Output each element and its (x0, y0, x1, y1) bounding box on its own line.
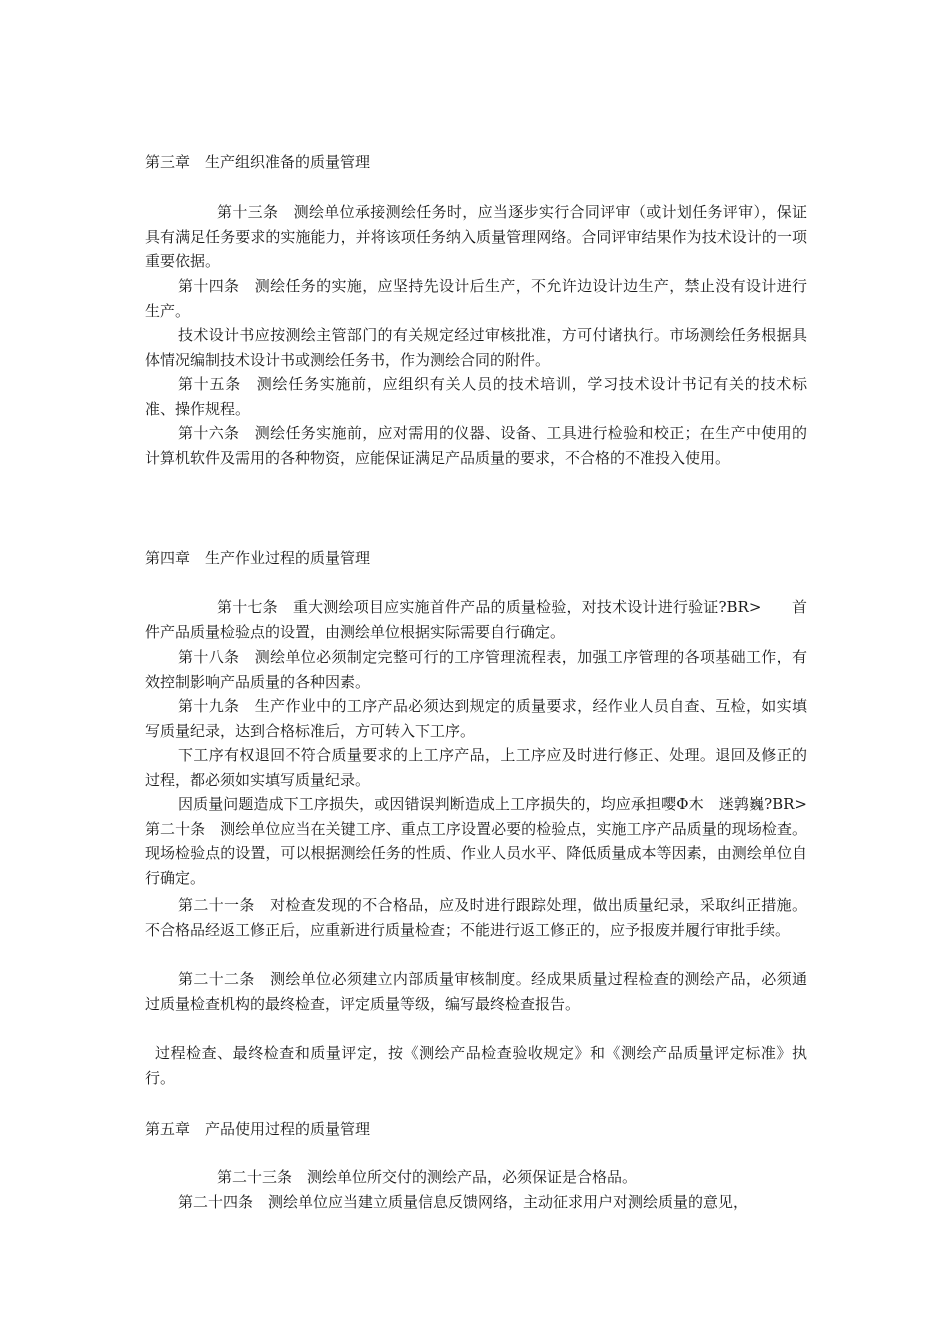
chapter-3-heading: 第三章 生产组织准备的质量管理 (145, 153, 371, 171)
chapter-5-heading: 第五章 产品使用过程的质量管理 (145, 1120, 371, 1138)
article-21: 第二十一条 对检查发现的不合格品，应及时进行跟踪处理，做出质量纪录，采取纠正措施。不合格品经返工修正后，应重新进行质量检查；不能进行返工修正的，应予报废并履行审批手续。 (145, 896, 807, 939)
article-19-paragraph-2: 下工序有权退回不符合质量要求的上工序产品，上工序应及时进行修正、处理。退回及修正的过程，都必须如实填写质量纪录。 (145, 746, 807, 789)
article-19-paragraph-3: 因质量问题造成下工序损失，或因错误判断造成上工序损失的，均应承担嘤Φ木 迷鹑巍?BR> 第二十条 测绘单位应当在关键工序、重点工序设置必要的检验点，实施工序产品质量的现场检查。现场检验点的设置，可以根据测绘任务的性质、作业人员水平、降低质量成本等因素，由测绘单位自行确定。 (145, 795, 838, 887)
article-14: 第十四条 测绘任务的实施，应坚持先设计后生产，不允许边设计边生产，禁止没有设计进行生产。 (145, 277, 807, 320)
article-17: 第十七条 重大测绘项目应实施首件产品的质量检验，对技术设计进行验证?BR> 首件产品质量检验点的设置，由测绘单位根据实际需要自行确定。 (145, 598, 807, 641)
article-19: 第十九条 生产作业中的工序产品必须达到规定的质量要求，经作业人员自查、互检，如实填写质量纪录，达到合格标准后，方可转入下工序。 (145, 697, 807, 740)
article-13: 第十三条 测绘单位承接测绘任务时，应当逐步实行合同评审（或计划任务评审），保证具有满足任务要求的实施能力，并将该项任务纳入质量管理网络。合同评审结果作为技术设计的一项重要依据。 (145, 203, 807, 270)
article-24: 第二十四条 测绘单位应当建立质量信息反馈网络，主动征求用户对测绘质量的意见， (178, 1193, 749, 1211)
article-22: 第二十二条 测绘单位必须建立内部质量审核制度。经成果质量过程检查的测绘产品，必须通过质量检查机构的最终检查，评定质量等级，编写最终检查报告。 (145, 970, 807, 1013)
article-18: 第十八条 测绘单位必须制定完整可行的工序管理流程表，加强工序管理的各项基础工作，有效控制影响产品质量的各种因素。 (145, 648, 807, 691)
article-22-paragraph-2: 过程检查、最终检查和质量评定，按《测绘产品检查验收规定》和《测绘产品质量评定标准》执行。 (145, 1044, 807, 1087)
article-16: 第十六条 测绘任务实施前，应对需用的仪器、设备、工具进行检验和校正；在生产中使用的计算机软件及需用的各种物资，应能保证满足产品质量的要求，不合格的不准投入使用。 (145, 424, 807, 467)
article-15: 第十五条 测绘任务实施前，应组织有关人员的技术培训，学习技术设计书记有关的技术标准、操作规程。 (145, 375, 807, 418)
article-14-paragraph-2: 技术设计书应按测绘主管部门的有关规定经过审核批准，方可付诸执行。市场测绘任务根据具体情况编制技术设计书或测绘任务书，作为测绘合同的附件。 (145, 326, 807, 369)
chapter-4-heading: 第四章 生产作业过程的质量管理 (145, 549, 371, 567)
article-23: 第二十三条 测绘单位所交付的测绘产品，必须保证是合格品。 (217, 1168, 638, 1186)
